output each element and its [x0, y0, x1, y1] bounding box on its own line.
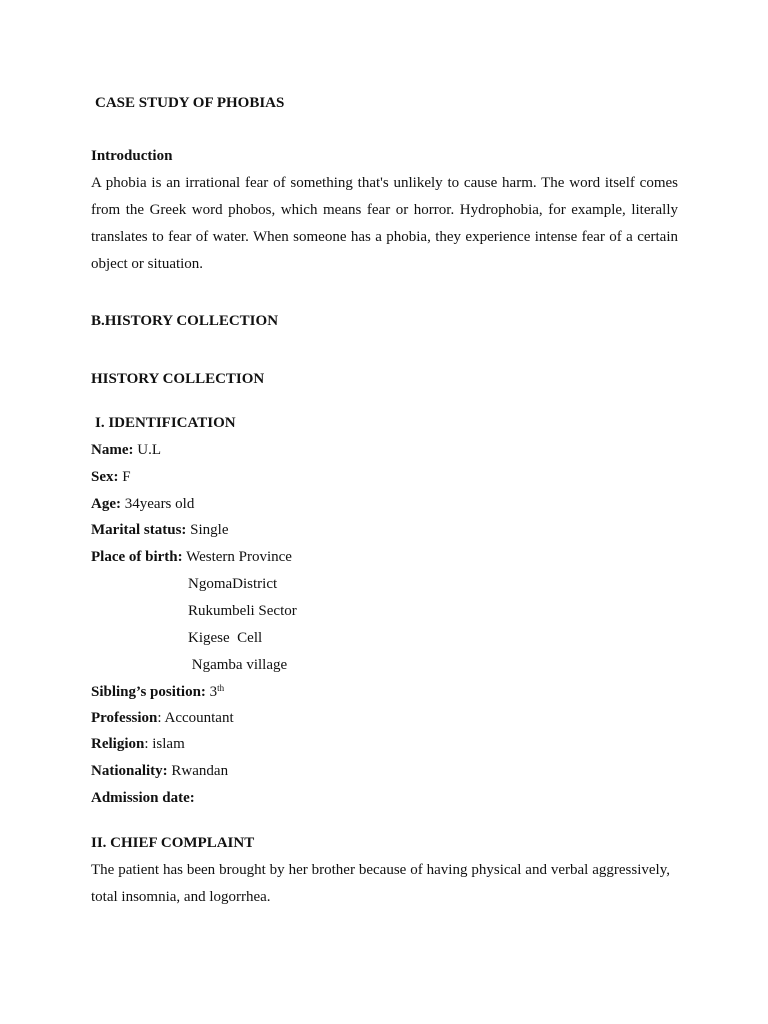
nationality-value: Rwandan — [171, 763, 229, 779]
birth-label: Place of birth: — [91, 549, 183, 565]
sex-label: Sex: — [91, 469, 119, 485]
nationality-label: Nationality: — [91, 763, 168, 779]
intro-line-2: from the Greek word phobos, which means fear or horror. Hydrophobia, for example, literally — [91, 202, 678, 218]
identification-heading: I. IDENTIFICATION — [95, 415, 236, 431]
birth-line-1: Western Province — [186, 549, 292, 565]
sex-value: F — [122, 469, 131, 485]
name-row — [91, 440, 161, 460]
religion-row — [91, 734, 185, 754]
name-value: U.L — [137, 442, 161, 458]
sex-row — [91, 467, 131, 487]
marital-row — [91, 520, 229, 540]
document-title: CASE STUDY OF PHOBIAS — [95, 95, 285, 111]
history-heading: HISTORY COLLECTION — [91, 371, 265, 387]
section-b-heading: B.HISTORY COLLECTION — [91, 313, 279, 329]
age-row — [91, 494, 194, 514]
religion-value: : islam — [144, 736, 185, 752]
nationality-row — [91, 761, 228, 781]
chief-complaint-heading: II. CHIEF COMPLAINT — [91, 835, 255, 851]
religion-label: Religion — [91, 736, 145, 752]
name-label: Name: — [91, 442, 134, 458]
intro-heading: Introduction — [91, 148, 173, 164]
chief-complaint-line-1: The patient has been brought by her brother because of having physical and verbal aggressively, — [91, 862, 670, 878]
birth-line-4: Kigese Cell — [188, 630, 263, 646]
marital-label: Marital status: — [91, 522, 187, 538]
profession-row — [91, 708, 234, 728]
profession-value: : Accountant — [157, 710, 234, 726]
age-value: 34years old — [124, 496, 195, 512]
profession-label: Profession — [91, 710, 158, 726]
sibling-suffix: th — [217, 683, 225, 693]
intro-line-4: object or situation. — [91, 256, 204, 272]
birth-line-2: NgomaDistrict — [188, 576, 278, 592]
age-label: Age: — [91, 496, 121, 512]
birth-line-3: Rukumbeli Sector — [188, 603, 297, 619]
intro-line-1: A phobia is an irrational fear of something that's unlikely to cause harm. The word itself comes — [91, 175, 678, 191]
birth-line-5: Ngamba village — [188, 657, 288, 673]
birth-row — [91, 547, 292, 567]
marital-value: Single — [190, 522, 229, 538]
sibling-label: Sibling’s position: — [91, 684, 206, 700]
admission-date-label: Admission date: — [91, 790, 195, 806]
sibling-row — [91, 682, 224, 702]
sibling-value: 3 — [209, 684, 218, 700]
intro-line-3: translates to fear of water. When someone has a phobia, they experience intense fear of a certain — [91, 229, 678, 245]
chief-complaint-line-2: total insomnia, and logorrhea. — [91, 889, 271, 905]
